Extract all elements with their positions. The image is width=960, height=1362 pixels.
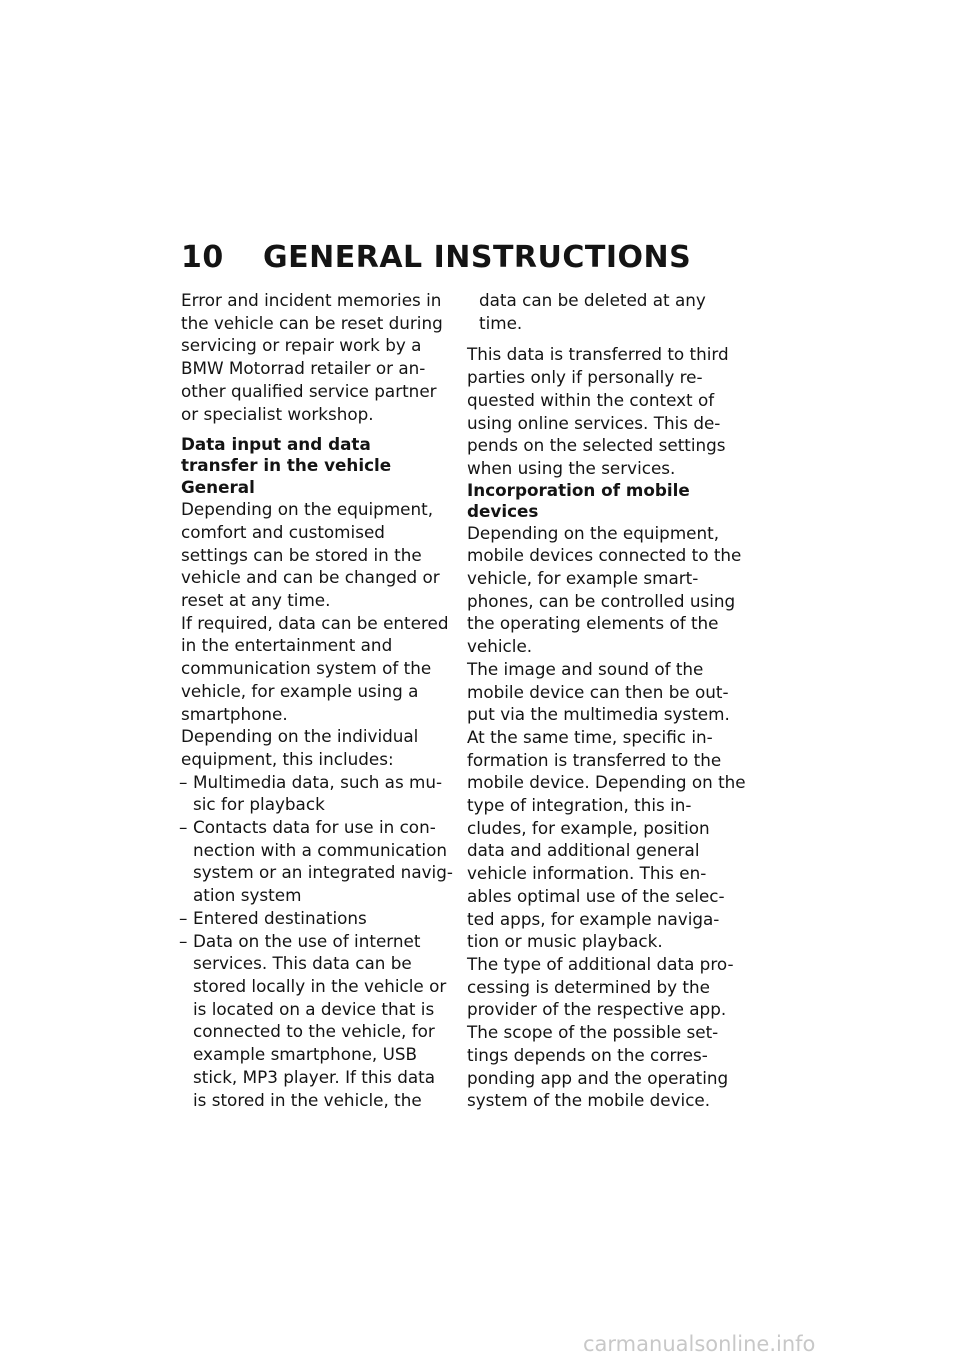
paragraph-data-processing: The type of additional data pro-cessing is determined by the provider of the respective app. The scope of the possible set-tings depends on the corres-ponding app and the operating system of the mobile device. [467, 953, 734, 1111]
list-item-continuation: data can be deleted at any time. [479, 290, 706, 333]
list-item: – Entered destinations [181, 907, 453, 930]
chapter-heading [181, 240, 691, 275]
data-list [181, 771, 453, 1112]
left-column [181, 289, 453, 1111]
chapter-number: 10 [181, 240, 224, 275]
paragraph-image-sound: The image and sound of the mobile device can then be out-put via the multimedia system. At the same time, specific in-formation is transferred to the mobile device. Depending on the type of integration, this in-cludes, for example, position data and additional general vehicle information. This en-ables optimal use of the selec-ted apps, for example naviga-tion or music playback. [467, 658, 746, 952]
list-item: – Multimedia data, such as mu-sic for playback [181, 771, 453, 816]
paragraph-equipment: Depending on the equipment, comfort and customised settings can be stored in the vehicle and can be changed or reset at any time. [181, 499, 440, 611]
paragraph-third-parties: This data is transferred to third parties only if personally re-quested within the context of using online services. This de-pends on the selected settings when using the services. [467, 344, 729, 478]
paragraph-entered-data: If required, data can be entered in the entertainment and communication system of the vehicle, for example using a smartphone. [181, 612, 449, 724]
heading-mobile-devices: Incorporation of mobile devices [467, 479, 690, 521]
paragraph-includes: Depending on the individual equipment, this includes: [181, 726, 419, 769]
list-item: – Contacts data for use in con-nection with a communication system or an integrated navig-ation system [181, 816, 453, 907]
intro-paragraph: Error and incident memories in the vehicle can be reset during servicing or repair work by a BMW Motorrad retailer or an-other qualified service partner or specialist workshop. [181, 290, 443, 424]
list-item: – Data on the use of internet services. This data can be stored locally in the vehicle or is located on a device that is connected to the vehicle, for example smartphone, USB stick, MP3 player. If this data is stored in the vehicle, the [181, 930, 453, 1112]
section-heading: Data input and data transfer in the vehicle [181, 434, 392, 476]
chapter-title: GENERAL INSTRUCTIONS [263, 240, 692, 275]
sub-heading-general: General [181, 477, 255, 498]
paragraph-mobile-devices: Depending on the equipment, mobile devices connected to the vehicle, for example smart-phones, can be controlled using the operating elements of the vehicle. [467, 522, 742, 657]
watermark: carmanualsonline.info [583, 1332, 816, 1356]
right-column [467, 289, 749, 1112]
